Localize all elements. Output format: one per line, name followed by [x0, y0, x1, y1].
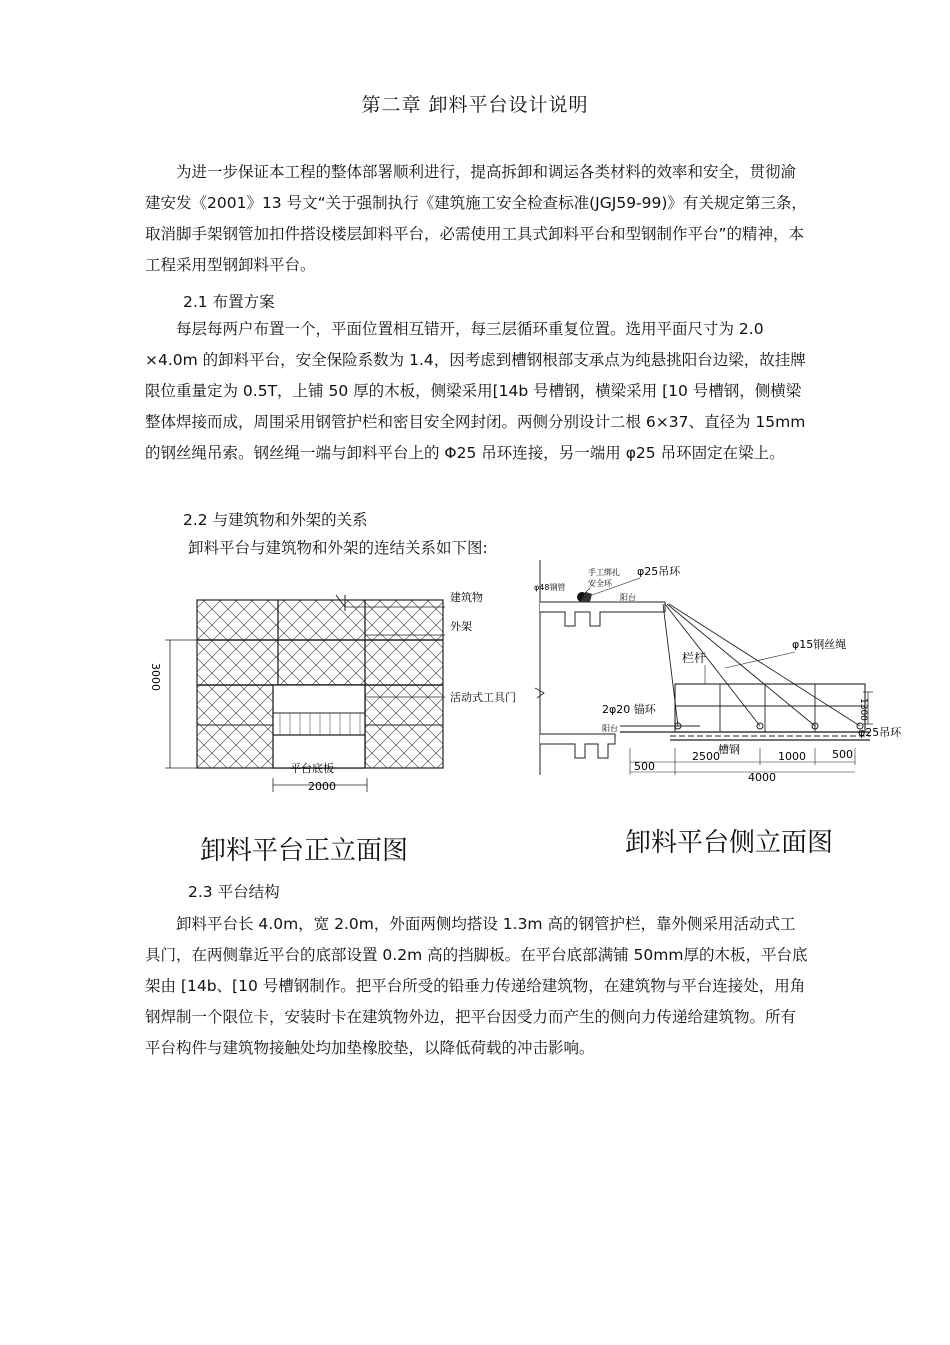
front-height-label: 3000 [149, 663, 162, 691]
side-elevation-diagram [530, 560, 930, 785]
front-width-label: 2000 [308, 780, 336, 793]
section-2-3-heading: 2.3 平台结构 [188, 883, 280, 901]
side-elevation-caption: 卸料平台侧立面图 [625, 828, 834, 858]
front-label-gate: 活动式工具门 [450, 691, 516, 704]
side-label-wire: φ15钢丝绳 [792, 638, 847, 651]
side-label-manual-tie: 手工绑扎 [588, 568, 620, 577]
side-dim-1000: 1000 [778, 750, 806, 763]
side-label-balcony-bottom: 阳台 [602, 724, 618, 733]
section-2-2-heading: 2.2 与建筑物和外架的关系 [183, 511, 368, 529]
chapter-title: 第二章 卸料平台设计说明 [361, 94, 589, 116]
section-2-1-body: 每层每两户布置一个，平面位置相互错开，每三层循环重复位置。选用平面尺寸为 2.0 ×4.0m 的卸料平台，安全保险系数为 1.4，因考虑到槽钢根部支承点为纯悬挑阳台边梁，故挂牌限位重量定为 0.5T，上铺 50 厚的木板，侧梁采用[14b 号槽钢，横梁采用 [10 号槽钢，侧横梁整体焊接而成，周围采用钢管护栏和密目安全网封闭。两侧分别设计二根 6×37、直径为 15mm的钢丝绳吊索。钢丝绳一端与卸料平台上的 Φ25 吊环连接，另一端用 φ25 吊环固定在梁上。 [145, 320, 806, 462]
front-label-frame: 外架 [450, 620, 472, 633]
front-elevation-caption: 卸料平台正立面图 [200, 836, 409, 866]
side-dim-2500: 2500 [692, 750, 720, 763]
side-label-ring-top: φ25吊环 [637, 565, 681, 578]
side-label-safety-ring: 安全环 [588, 579, 612, 588]
side-label-pipe48: φ48钢管 [534, 583, 566, 592]
side-dim-4000: 4000 [748, 771, 776, 784]
section-2-1-heading: 2.1 布置方案 [183, 293, 275, 311]
front-elevation-diagram [140, 585, 516, 800]
front-label-building: 建筑物 [450, 591, 483, 604]
front-label-base: 平台底板 [290, 762, 334, 775]
side-rail-height: 1300 [858, 698, 868, 721]
intro-paragraph: 为进一步保证本工程的整体部署顺利进行，提高拆卸和调运各类材料的效率和安全，贯彻渝建安发《2001》13 号文“关于强制执行《建筑施工安全检查标准(JGJ59-99)》有关规定第三条，取消脚手架钢管加扣件搭设楼层卸料平台，必需使用工具式卸料平台和型钢制作平台”的精神，本工程采用型钢卸料平台。 [145, 163, 807, 274]
side-label-railing: 栏杆 [682, 651, 707, 665]
side-dim-500-right: 500 [832, 748, 853, 761]
side-label-balcony-top: 阳台 [620, 593, 636, 602]
section-2-2-subtext: 卸料平台与建筑物和外架的连结关系如下图: [188, 539, 488, 557]
side-dim-500-left: 500 [634, 760, 655, 773]
side-label-channel: 槽钢 [718, 743, 740, 756]
section-2-3-body: 卸料平台长 4.0m，宽 2.0m，外面两侧均搭设 1.3m 高的钢管护栏，靠外侧采用活动式工具门，在两侧靠近平台的底部设置 0.2m 高的挡脚板。在平台底部满铺 50mm厚的木板，平台底架由 [14b、[10 号槽钢制作。把平台所受的铅垂力传递给建筑物，在建筑物与平台连接处，用角钢焊制一个限位卡，安装时卡在建筑物外边，把平台因受力而产生的侧向力传递给建筑物。所有平台构件与建筑物接触处均加垫橡胶垫，以降低荷载的冲击影响。 [145, 915, 808, 1057]
side-label-ring-right: φ25吊环 [858, 726, 902, 739]
side-label-anchor-ring: 2φ20 锚环 [602, 703, 656, 716]
